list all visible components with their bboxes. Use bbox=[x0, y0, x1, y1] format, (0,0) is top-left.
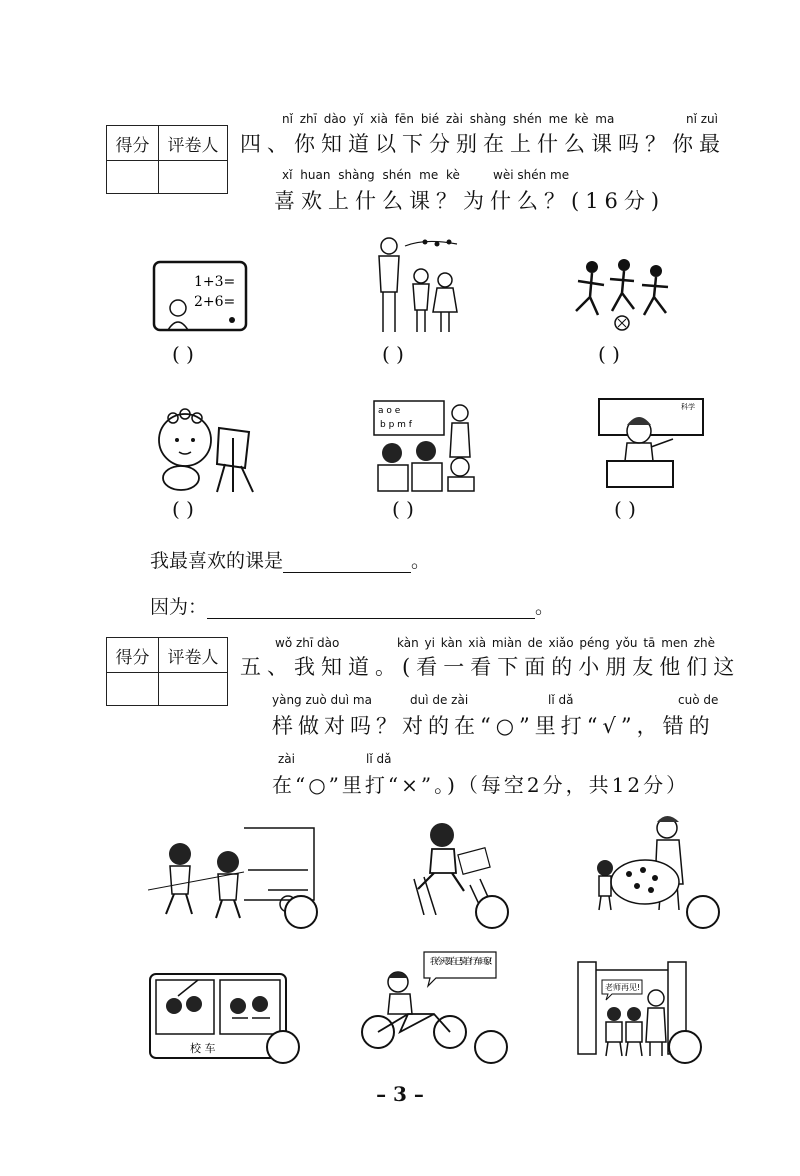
svg-text:科学: 科学 bbox=[681, 403, 695, 411]
bus-label: 校 车 bbox=[190, 1042, 216, 1055]
chinese-class-image bbox=[370, 395, 480, 495]
q5-title: 五、我知道。(看一看下面的小朋友他们这 bbox=[240, 655, 741, 679]
q5-line2: 样做对吗？对的在“○”里打“√”，错的 bbox=[272, 714, 715, 738]
q4-title-line2: 喜欢上什么课？为什么？(16分) bbox=[274, 189, 666, 213]
page-number: – 3 – bbox=[376, 1082, 424, 1106]
judge-circle-2[interactable] bbox=[475, 895, 509, 929]
judge-circle-5[interactable] bbox=[474, 1030, 508, 1064]
favorite-class-end: 。 bbox=[411, 550, 431, 572]
q5-line3: 在“○”里打“×”。)（每空2分，共12分） bbox=[272, 773, 690, 797]
score-cell[interactable] bbox=[107, 673, 159, 706]
q5-pinyin-2c: lǐ dǎ bbox=[548, 693, 574, 707]
q5-pinyin-3a: zài bbox=[278, 752, 295, 766]
speech-bubble-text: 我今天要自己骑自行车回家! bbox=[430, 957, 493, 967]
answer-blank-2[interactable]: ( ) bbox=[382, 342, 404, 366]
q5-pinyin-2b: duì de zài bbox=[410, 693, 469, 707]
board-line1: 1+3= bbox=[194, 274, 236, 290]
judge-circle-1[interactable] bbox=[284, 895, 318, 929]
answer-blank-6[interactable]: ( ) bbox=[614, 497, 636, 521]
judge-circle-3[interactable] bbox=[686, 895, 720, 929]
score-box-q4 bbox=[106, 125, 228, 194]
reason-blank[interactable] bbox=[207, 596, 535, 619]
reason-prompt bbox=[150, 592, 554, 619]
answer-blank-5[interactable]: ( ) bbox=[392, 497, 414, 521]
reason-label: 因为： bbox=[150, 596, 208, 618]
svg-text:b p m f: b p m f bbox=[380, 420, 412, 430]
grader-label: 评卷人 bbox=[159, 638, 228, 673]
goodbye-sign-text: 老师再见! bbox=[605, 983, 641, 992]
judge-circle-4[interactable] bbox=[266, 1030, 300, 1064]
q5-pinyin-1a: wǒ zhī dào bbox=[275, 636, 340, 650]
score-label: 得分 bbox=[107, 126, 159, 161]
answer-blank-3[interactable]: ( ) bbox=[598, 342, 620, 366]
pe-class-image bbox=[568, 255, 688, 335]
q4-pinyin-line2: xǐ huan shàng shén me kè bbox=[282, 168, 460, 182]
q5-pinyin-1b: kàn yi kàn xià miàn de xiǎo péng yǒu tā men zhè bbox=[397, 636, 715, 650]
math-class-image bbox=[150, 258, 250, 336]
favorite-class-prompt bbox=[150, 546, 430, 573]
q5-pinyin-3b: lǐ dǎ bbox=[366, 752, 392, 766]
favorite-class-label: 我最喜欢的课是 bbox=[150, 550, 284, 572]
score-label: 得分 bbox=[107, 638, 159, 673]
q4-title: 四、你知道以下分别在上什么课吗？你最 bbox=[240, 132, 726, 156]
score-box-q5 bbox=[106, 637, 228, 706]
judge-circle-6[interactable] bbox=[668, 1030, 702, 1064]
science-class-image bbox=[597, 395, 707, 493]
q4-pinyin-line2b: wèi shén me bbox=[493, 168, 570, 182]
answer-blank-4[interactable]: ( ) bbox=[172, 497, 194, 521]
q5-pinyin-2d: cuò de bbox=[678, 693, 719, 707]
svg-text:a o e: a o e bbox=[378, 406, 401, 416]
q5-pinyin-2a: yàng zuò duì ma bbox=[272, 693, 372, 707]
art-class-image bbox=[145, 398, 260, 496]
grader-cell[interactable] bbox=[159, 161, 228, 194]
answer-blank-1[interactable]: ( ) bbox=[172, 342, 194, 366]
reason-end: 。 bbox=[535, 596, 555, 618]
board-line2: 2+6= bbox=[194, 294, 236, 310]
grader-cell[interactable] bbox=[159, 673, 228, 706]
favorite-class-blank[interactable] bbox=[283, 550, 411, 573]
q4-pinyin-line1b: nǐ zuì bbox=[686, 112, 718, 126]
music-class-image bbox=[365, 232, 465, 336]
score-cell[interactable] bbox=[107, 161, 159, 194]
grader-label: 评卷人 bbox=[159, 126, 228, 161]
q4-pinyin-line1: nǐ zhī dào yǐ xià fēn bié zài shàng shén me kè ma bbox=[282, 112, 615, 126]
